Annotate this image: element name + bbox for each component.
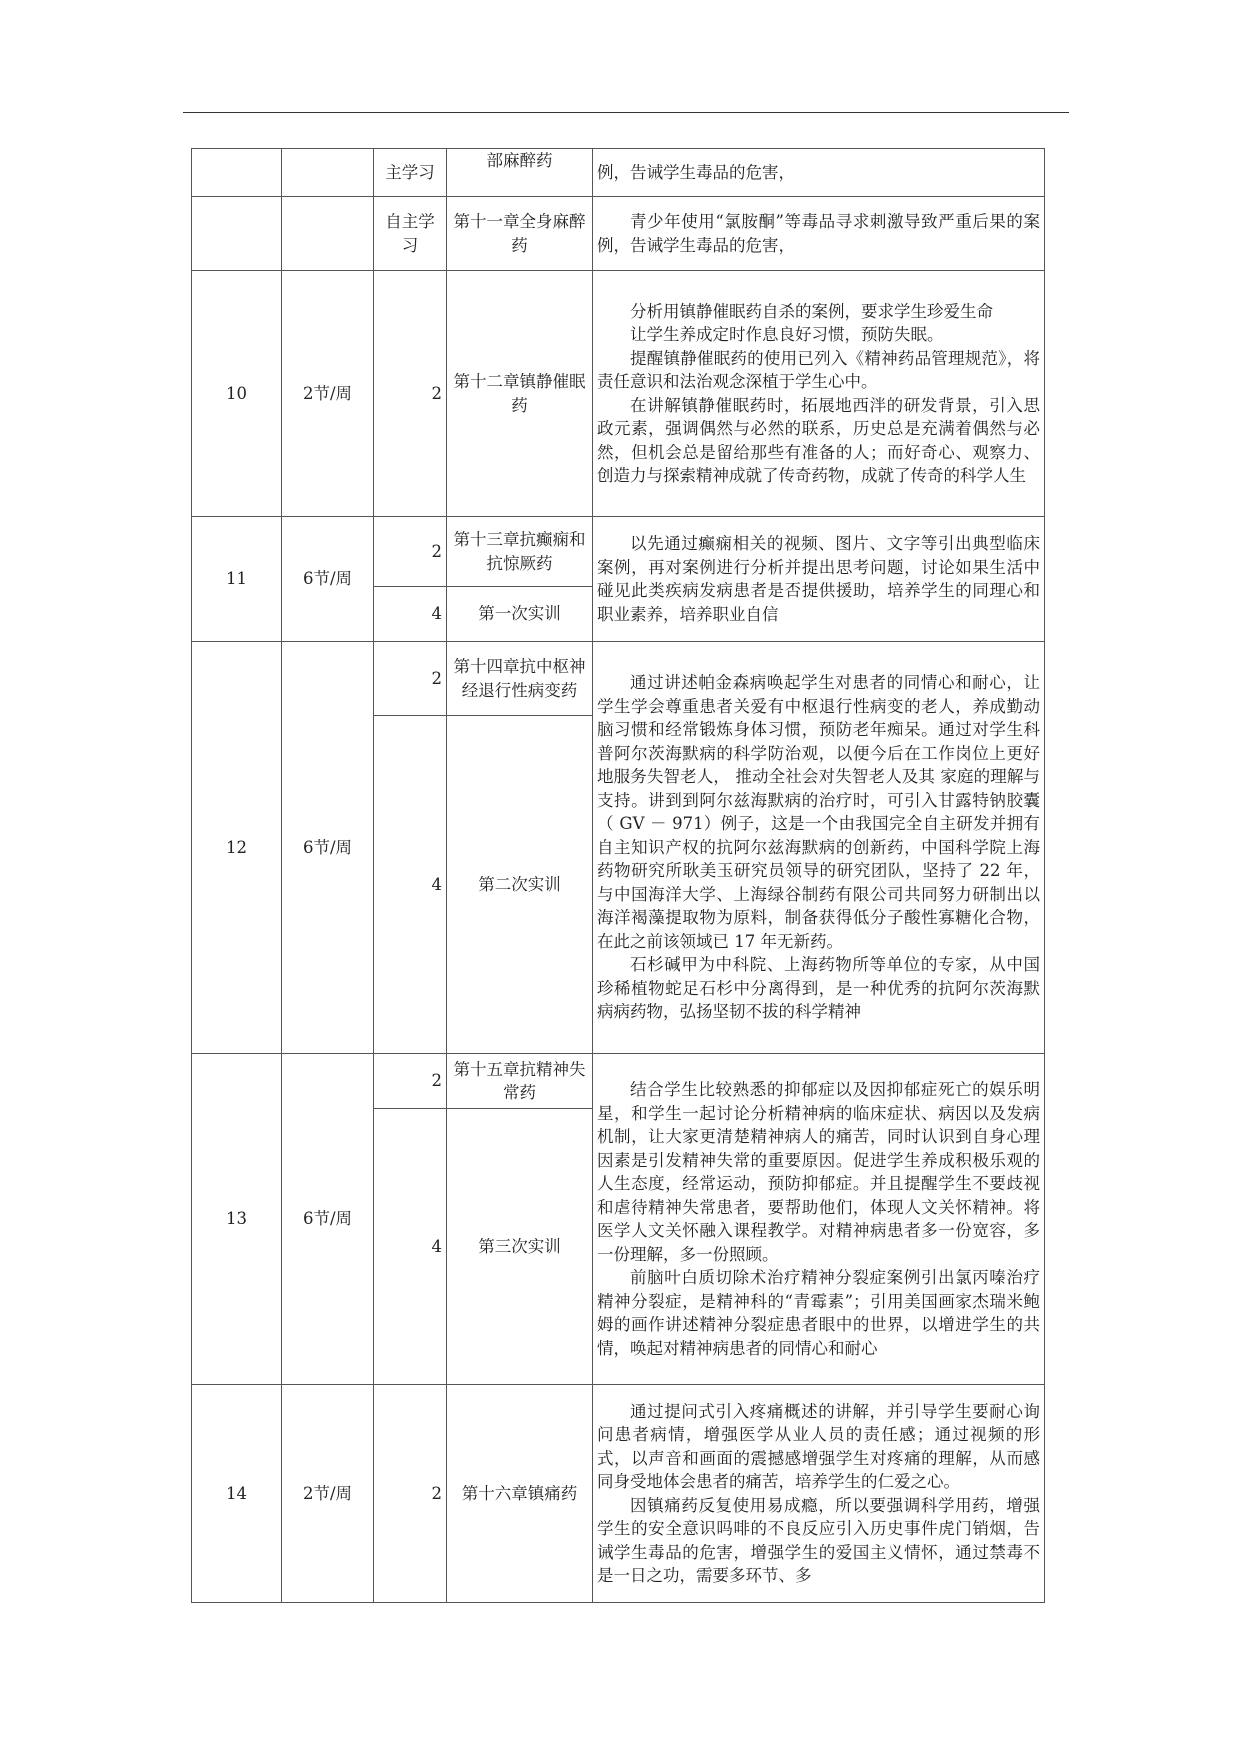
practice-topic: 第一次实训 [447,587,593,642]
week-number: 13 [192,1054,282,1385]
class-hours: 4 [374,716,447,1054]
table-row-week-11 [192,517,1045,587]
class-frequency: 2节/周 [282,271,374,517]
week-cell [192,149,282,197]
class-frequency: 2节/周 [282,1385,374,1603]
table-row-continuation [192,149,1045,197]
frequency-cell [282,149,374,197]
class-hours: 2 [374,1054,447,1109]
topic-cell: 部麻醉药 [447,149,593,197]
content-paragraph: 因镇痛药反复使用易成瘾，所以要强调科学用药，增强学生的安全意识吗啡的不良反应引入历史事件虎门销烟，告诫学生毒品的危害，增强学生的爱国主义情怀，通过禁毒不是一日之功，需要多环节、多 [597,1495,1040,1585]
practice-topic: 第三次实训 [447,1109,593,1385]
ideology-content-cell [593,642,1045,1054]
class-frequency: 6节/周 [282,642,374,1054]
week-number: 10 [192,271,282,517]
frequency-cell [282,197,374,271]
content-paragraph: 前脑叶白质切除术治疗精神分裂症案例引出氯丙嗪治疗精神分裂症，是精神科的“青霉素”；引用美国画家杰瑞米鲍姆的画作讲述精神分裂症患者眼中的世界，以增进学生的共情，唤起对精神病患者的同情心和耐心 [597,1268,1040,1358]
content-paragraph: 石杉碱甲为中科院、上海药物所等单位的专家，从中国珍稀植物蛇足石杉中分离得到，是一种优秀的抗阿尔茨海默病病药物，弘扬坚韧不拔的科学精神 [597,955,1040,1022]
content-paragraph: 让学生养成定时作息良好习惯，预防失眠。 [630,325,944,344]
week-number: 12 [192,642,282,1054]
table-row-week-12 [192,642,1045,716]
table-row-week-13 [192,1054,1045,1109]
content-paragraph: 青少年使用“氯胺酮”等毒品寻求刺激导致严重后果的案例，告诫学生毒品的危害， [597,212,1040,255]
practice-topic: 第二次实训 [447,716,593,1054]
content-paragraph: 通过讲述帕金森病唤起学生对患者的同情心和耐心，让学生学会尊重患者关爱有中枢退行性病变的老人，养成勤动脑习惯和经常锻炼身体习惯，预防老年痴呆。通过对学生科普阿尔茨海默病的科学防治观，以便今后在工作岗位上更好地服务失智老人， 推动全社会对失智老人及其 家庭的理解与支持。讲到到阿尔兹海默病的治疗时，可引入甘露特钠胶囊（ GV － 971）例子，这是一个由我国完全自主研发并拥有自主知识产权的抗阿尔兹海默病的创新药，中国科学院上海药物研究所耿美玉研究员领导的研究团队，坚持了 22 年，与中国海洋大学、上海绿谷制药有限公司共同努力研制出以海洋褐藻提取物为原料，制备获得低分子酸性寡糖化合物，在此之前该领域已 17 年无新药。 [597,673,1040,951]
class-hours: 4 [374,587,447,642]
content-paragraph: 在讲解镇静催眠药时，拓展地西泮的研发背景，引入思政元素，强调偶然与必然的联系，历史总是充满着偶然与必然，但机会总是留给那些有准备的人；而好奇心、观察力、创造力与探索精神成就了传奇药物，成就了传奇的科学人生 [597,395,1040,485]
chapter-topic: 第十四章抗中枢神经退行性病变药 [447,642,593,716]
topic-cell: 第十一章全身麻醉药 [447,197,593,271]
week-number: 11 [192,517,282,642]
class-hours: 2 [374,1385,447,1603]
content-paragraph: 通过提问式引入疼痛概述的讲解，并引导学生要耐心询问患者病情，增强医学从业人员的责任感；通过视频的形式，以声音和画面的震撼感增强学生对疼痛的理解，从而感同身受地体会患者的痛苦，培养学生的仁爱之心。 [597,1401,1040,1491]
ideology-content-cell [593,271,1045,517]
table-row-week-10 [192,271,1045,517]
study-form-cell: 自主学习 [374,197,447,271]
table-row-ch11 [192,197,1045,271]
week-cell [192,197,282,271]
study-form-cell: 主学习 [374,149,447,197]
ideology-content-cell [593,1385,1045,1603]
class-hours: 2 [374,642,447,716]
table-row-week-14 [192,1385,1045,1603]
class-hours: 4 [374,1109,447,1385]
content-paragraph: 以先通过癫痫相关的视频、图片、文字等引出典型临床案例，再对案例进行分析并提出思考问题，讨论如果生活中碰见此类疾病发病患者是否提供援助，培养学生的同理心和职业素养，培养职业自信 [597,534,1040,624]
week-number: 14 [192,1385,282,1603]
class-hours: 2 [374,271,447,517]
chapter-topic: 第十二章镇静催眠药 [447,271,593,517]
course-schedule-table [191,148,1045,1603]
content-paragraph: 结合学生比较熟悉的抑郁症以及因抑郁症死亡的娱乐明星，和学生一起讨论分析精神病的临床症状、病因以及发病机制，让大家更清楚精神病人的痛苦，同时认识到自身心理因素是引发精神失常的重要原因。促进学生养成积极乐观的人生态度，经常运动，预防抑郁症。并且提醒学生不要歧视和虐待精神失常患者，要帮助他们，体现人文关怀精神。将医学人文关怀融入课程教学。对精神病患者多一份宽容，多一份理解，多一份照顾。 [597,1080,1040,1264]
header-rule [183,112,1069,113]
chapter-topic: 第十六章镇痛药 [447,1385,593,1603]
content-paragraph: 分析用镇静催眠药自杀的案例，要求学生珍爱生命 [630,301,993,321]
ideology-content-cell [593,1054,1045,1385]
content-paragraph: 例，告诫学生毒品的危害， [597,162,795,182]
class-frequency: 6节/周 [282,1054,374,1385]
ideology-content-cell [593,149,1045,197]
ideology-content-cell [593,517,1045,642]
chapter-topic: 第十五章抗精神失常药 [447,1054,593,1109]
class-frequency: 6节/周 [282,517,374,642]
chapter-topic: 第十三章抗癫痫和抗惊厥药 [447,517,593,587]
ideology-content-cell [593,197,1045,271]
class-hours: 2 [374,517,447,587]
content-paragraph: 提醒镇静催眠药的使用已列入《精神药品管理规范》，将责任意识和法治观念深植于学生心中。 [597,348,1040,391]
